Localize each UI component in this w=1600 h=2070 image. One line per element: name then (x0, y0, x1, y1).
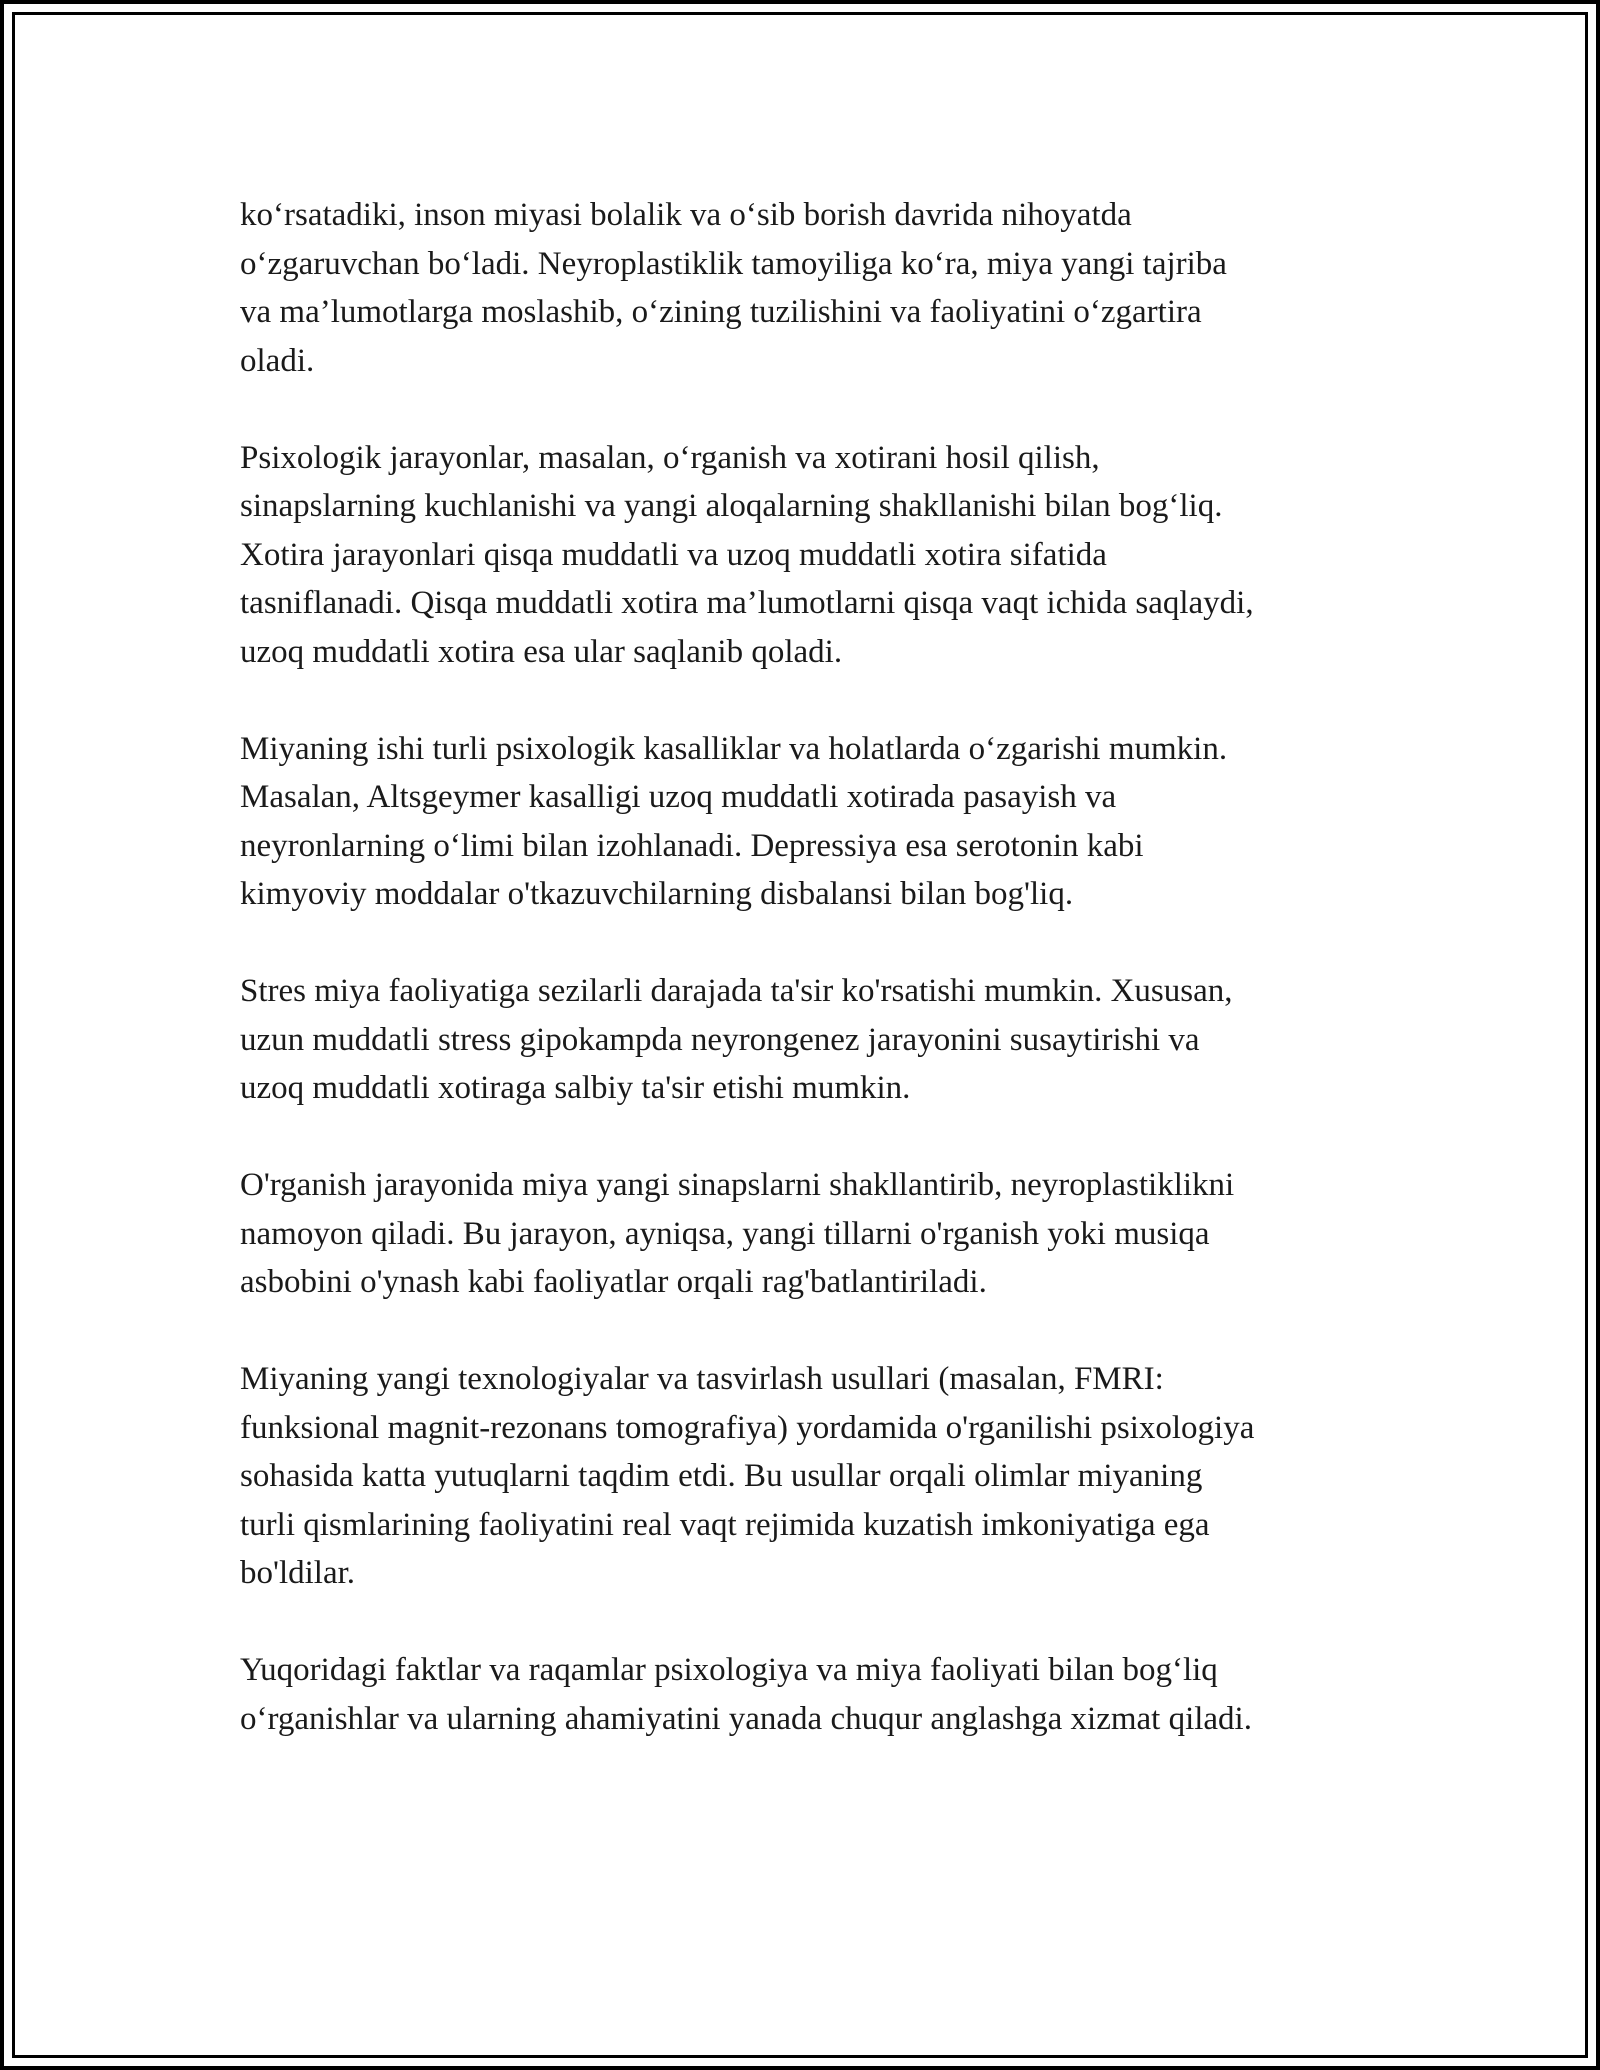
text-line: o‘zgaruvchan bo‘ladi. Neyroplastiklik tamoyiliga ko‘ra, miya yangi tajriba (240, 245, 1227, 282)
text-line: uzoq muddatli xotira esa ular saqlanib qoladi. (240, 633, 843, 670)
text-line: namoyon qiladi. Bu jarayon, ayniqsa, yangi tillarni o'rganish yoki musiqa (240, 1215, 1210, 1252)
text-line: Miyaning yangi texnologiyalar va tasvirlash usullari (masalan, FMRI: (240, 1361, 1164, 1397)
document-body (240, 191, 1380, 1743)
paragraph-neuroplasticity (240, 191, 1380, 385)
paragraph-disorders (240, 725, 1380, 919)
text-line: Psixologik jarayonlar, masalan, o‘rganish va xotirani hosil qilish, (240, 439, 1100, 476)
paragraph-conclusion (240, 1646, 1380, 1743)
paragraph-stress (240, 967, 1380, 1113)
text-line: Stres miya faoliyatiga sezilarli darajada ta'sir ko'rsatishi mumkin. Xususan, (240, 973, 1233, 1009)
text-line: o‘rganishlar va ularning ahamiyatini yanada chuqur anglashga xizmat qiladi. (240, 1700, 1252, 1737)
text-line: Masalan, Altsgeymer kasalligi uzoq muddatli xotirada pasayish va (240, 779, 1117, 815)
text-line: asbobini o'ynash kabi faoliyatlar orqali rag'batlantiriladi. (240, 1264, 987, 1300)
text-line: Miyaning ishi turli psixologik kasalliklar va holatlarda o‘zgarishi mumkin. (240, 730, 1228, 767)
text-line: O'rganish jarayonida miya yangi sinapslarni shakllantirib, neyroplastiklikni (240, 1167, 1235, 1203)
text-line: uzoq muddatli xotiraga salbiy ta'sir etishi mumkin. (240, 1070, 911, 1106)
text-line: sinapslarning kuchlanishi va yangi aloqalarning shakllanishi bilan bog‘liq. (240, 488, 1223, 524)
text-line: uzun muddatli stress gipokampda neyrongenez jarayonini susaytirishi va (240, 1021, 1200, 1058)
paragraph-technologies (240, 1355, 1380, 1598)
text-line: kimyoviy moddalar o'tkazuvchilarning disbalansi bilan bog'liq. (240, 876, 1074, 912)
text-line: neyronlarning o‘limi bilan izohlanadi. Depressiya esa serotonin kabi (240, 827, 1144, 864)
text-line: bo'ldilar. (240, 1555, 356, 1591)
text-line: sohasida katta yutuqlarni taqdim etdi. Bu usullar orqali olimlar miyaning (240, 1458, 1203, 1494)
text-line: Xotira jarayonlari qisqa muddatli va uzoq muddatli xotira sifatida (240, 536, 1107, 573)
text-line: turli qismlarining faoliyatini real vaqt rejimida kuzatish imkoniyatiga ega (240, 1506, 1210, 1543)
text-line: funksional magnit-rezonans tomografiya) yordamida o'rganilishi psixologiya (240, 1409, 1255, 1446)
text-line: Yuqoridagi faktlar va raqamlar psixologiya va miya faoliyati bilan bog‘liq (240, 1652, 1218, 1688)
text-line: tasniflanadi. Qisqa muddatli xotira ma’lumotlarni qisqa vaqt ichida saqlaydi, (240, 585, 1254, 621)
text-line: oladi. (240, 342, 315, 379)
paragraph-memory (240, 434, 1380, 677)
text-line: ko‘rsatadiki, inson miyasi bolalik va o‘sib borish davrida nihoyatda (240, 197, 1132, 233)
paragraph-learning (240, 1161, 1380, 1307)
text-line: va ma’lumotlarga moslashib, o‘zining tuzilishini va faoliyatini o‘zgartira (240, 294, 1202, 330)
